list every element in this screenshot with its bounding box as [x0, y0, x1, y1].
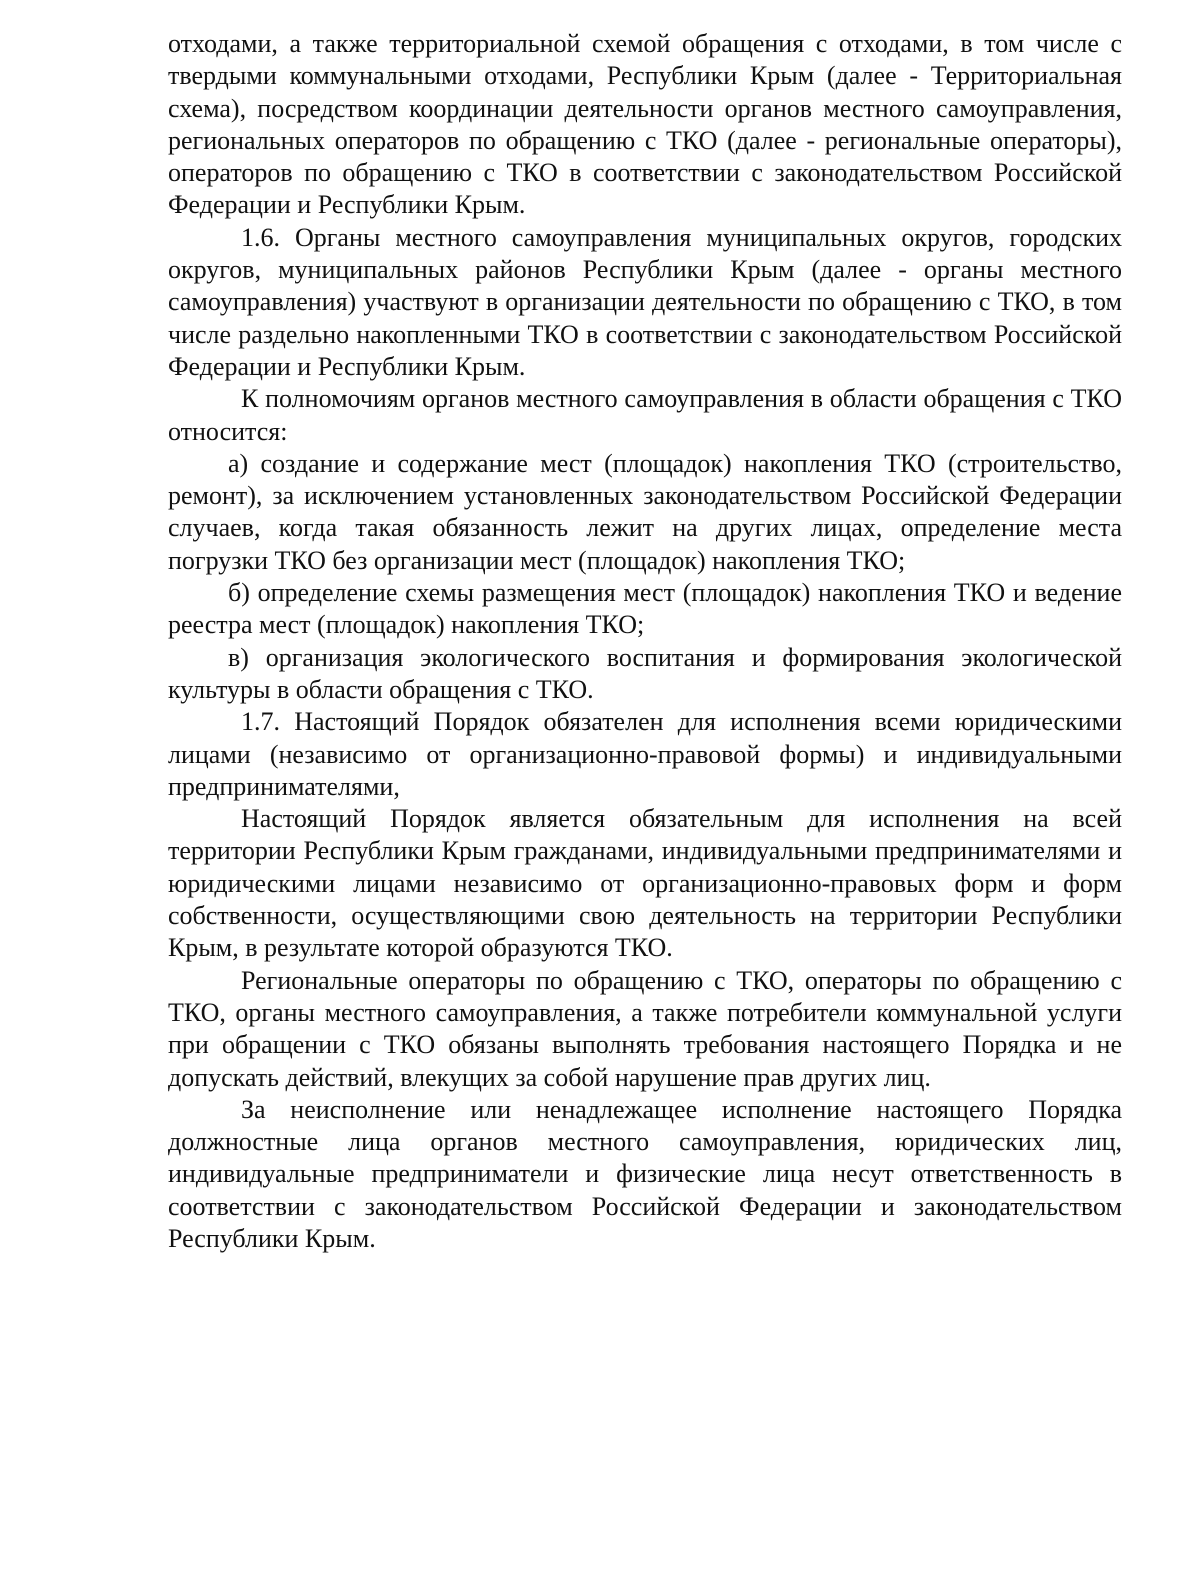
paragraph-intro: отходами, а также территориальной схемой обращения с отходами, в том числе с твердыми коммунальными отходами, Республики Крым (далее - Территориальная схема), посредством координации деятельности органов местного самоуправления, региональных операторов по обращению с ТКО (далее - региональные операторы), операторов по обращению с ТКО в соответствии с законодательством Российской Федерации и Республики Крым.	[168, 29, 1122, 220]
paragraph-mandatory: Настоящий Порядок является обязательным для исполнения на всей территории Республики Крым гражданами, индивидуальными предпринимателями и юридическими лицами независимо от организационно-правовых форм и форм собственности, осуществляющими свою деятельность на территории Республики Крым, в результате которой образуются ТКО.	[168, 804, 1122, 963]
paragraph-1-6: 1.6. Органы местного самоуправления муниципальных округов, городских округов, муниципальных районов Республики Крым (далее - органы местного самоуправления) участвуют в организации деятельности по обращению с ТКО, в том числе раздельно накопленными ТКО в соответствии с законодательством Российской Федерации и Республики Крым.	[168, 222, 1122, 381]
list-item-b: б) определение схемы размещения мест (площадок) накопления ТКО и ведение реестра мест (площадок) накопления ТКО;	[168, 578, 1122, 640]
list-item-a: а) создание и содержание мест (площадок) накопления ТКО (строительство, ремонт), за исключением установленных законодательством Российской Федерации случаев, когда такая обязанность лежит на других лицах, определение места погрузки ТКО без организации мест (площадок) накопления ТКО;	[168, 448, 1122, 575]
paragraph-powers: К полномочиям органов местного самоуправления в области обращения с ТКО относится:	[168, 384, 1122, 446]
paragraph-liability: За неисполнение или ненадлежащее исполнение настоящего Порядка должностные лица органов местного самоуправления, юридических лиц, индивидуальные предприниматели и физические лица несут ответственность в соответствии с законодательством Российской Федерации и законодательством Республики Крым.	[168, 1094, 1122, 1253]
paragraph-operators: Региональные операторы по обращению с ТКО, операторы по обращению с ТКО, органы местного самоуправления, а также потребители коммунальной услуги при обращении с ТКО обязаны выполнять требования настоящего Порядка и не допускать действий, влекущих за собой нарушение прав других лиц.	[168, 965, 1122, 1092]
paragraph-1-7: 1.7. Настоящий Порядок обязателен для исполнения всеми юридическими лицами (независимо от организационно-правовой формы) и индивидуальными предпринимателями,	[168, 707, 1122, 801]
list-item-v: в) организация экологического воспитания и формирования экологической культуры в области обращения с ТКО.	[168, 642, 1122, 704]
document-body	[168, 28, 1122, 1255]
